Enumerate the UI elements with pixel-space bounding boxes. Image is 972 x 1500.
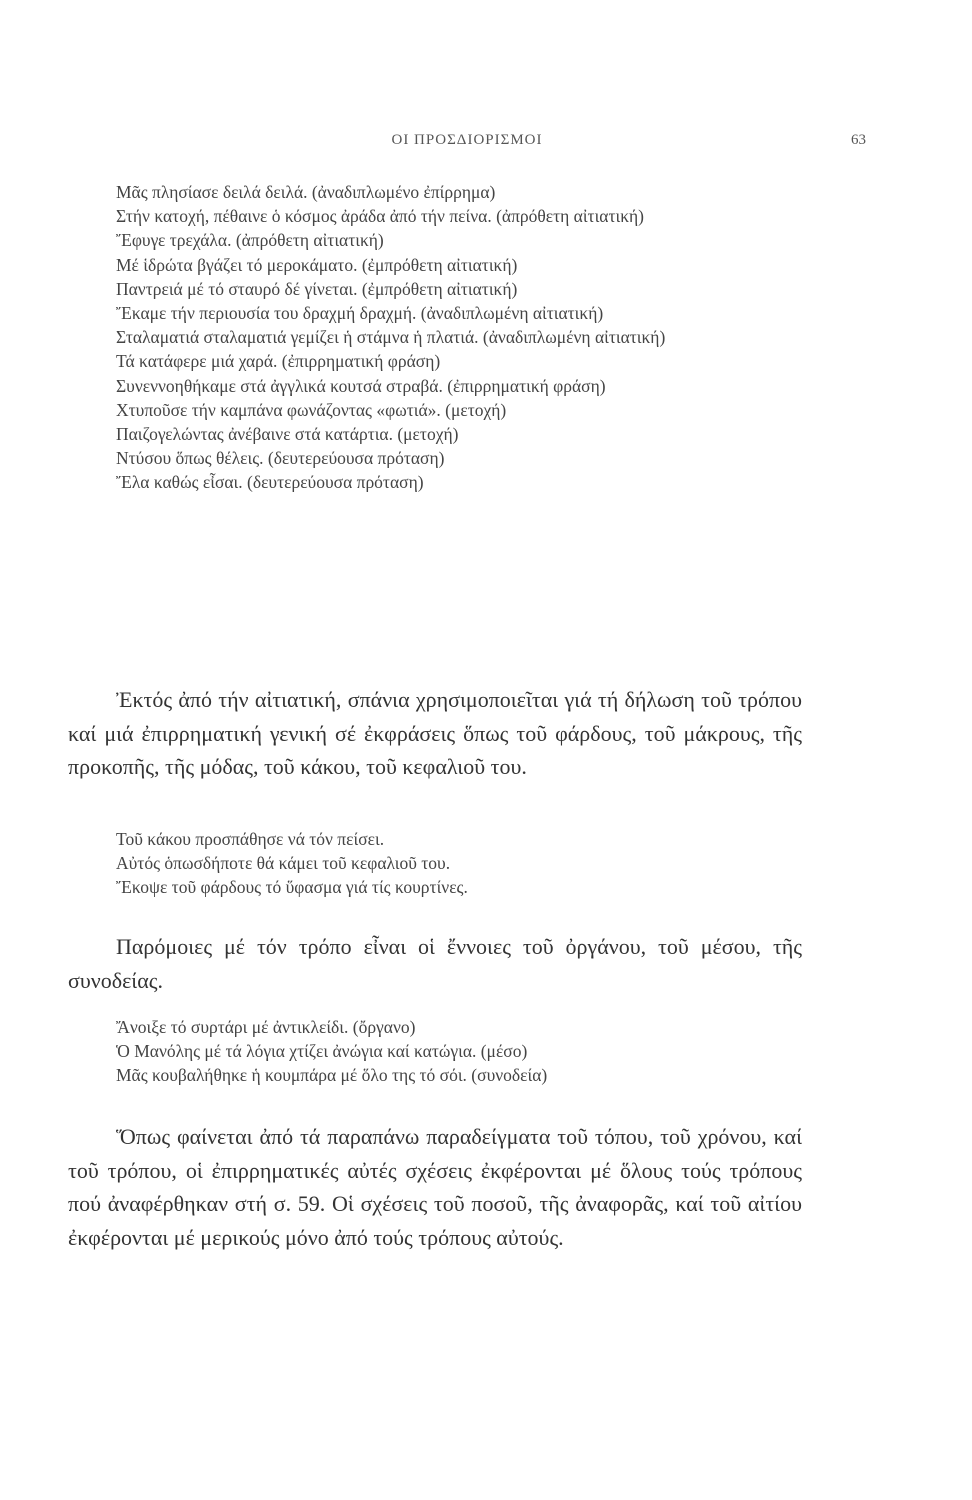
example-line: Αὐτός ὁπωσδήποτε θά κάμει τοῦ κεφαλιοῦ του.	[116, 853, 451, 874]
example-line: Παιζογελώντας ἀνέβαινε στά κατάρτια. (μετοχή)	[116, 424, 459, 445]
example-line: Χτυποῦσε τήν καμπάνα φωνάζοντας «φωτιά». (μετοχή)	[116, 399, 507, 420]
example-line: Τά κατάφερε μιά χαρά. (ἐπιρρηματική φράση)	[116, 351, 441, 372]
example-line: Μᾶς κουβαλήθηκε ἡ κουμπάρα μέ ὅλο της τό σόι. (συνοδεία)	[116, 1065, 548, 1086]
body-paragraph: Ἐκτός ἀπό τήν αἰτιατική, σπάνια χρησιμοποιεῖται γιά τή δήλωση τοῦ τρόπου καί μιά ἐπιρρηματική γενική σέ ἐκφράσεις ὅπως τοῦ φάρδους, τοῦ μάκρους, τῆς προκοπῆς, τῆς μόδας, τοῦ κάκου, τοῦ κεφαλιοῦ του.	[68, 687, 802, 779]
example-line: Ἔλα καθώς εἶσαι. (δευτερεύουσα πρόταση)	[116, 472, 424, 493]
example-line: Ἔφυγε τρεχάλα. (ἀπρόθετη αἰτιατική)	[116, 230, 384, 251]
running-header	[68, 132, 866, 154]
examples-block-1	[68, 180, 818, 495]
example-line: Μέ ἱδρώτα βγάζει τό μεροκάματο. (ἐμπρόθετη αἰτιατική)	[116, 254, 518, 275]
body-paragraph: Παρόμοιες μέ τόν τρόπο εἶναι οἱ ἔννοιες τοῦ ὀργάνου, τοῦ μέσου, τῆς συνοδείας.	[68, 934, 802, 993]
example-line: Ἄνοιξε τό συρτάρι μέ ἀντικλείδι. (ὄργανο)	[116, 1017, 416, 1037]
example-line: Ντύσου ὅπως θέλεις. (δευτερεύουσα πρόταση)	[116, 448, 445, 469]
example-line: Ἔκοψε τοῦ φάρδους τό ὕφασμα γιά τίς κουρτίνες.	[116, 877, 468, 898]
examples-block-3	[68, 1015, 818, 1088]
example-line: Σταλαματιά σταλαματιά γεμίζει ἡ στάμνα ἡ πλατιά. (ἀναδιπλωμένη αἰτιατική)	[116, 327, 666, 348]
example-line: Στήν κατοχή, πέθαινε ὁ κόσμος ἀράδα ἀπό τήν πείνα. (ἀπρόθετη αἰτιατική)	[116, 206, 644, 227]
body-paragraph: Ὅπως φαίνεται ἀπό τά παραπάνω παραδείγματα τοῦ τόπου, τοῦ χρόνου, καί τοῦ τρόπου, οἱ ἐπιρρηματικές αὐτές σχέσεις ἐκφέρονται μέ ὅλους τούς τρόπους πού ἀναφέρθηκαν στή σ. 59. Οἱ σχέσεις τοῦ ποσοῦ, τῆς ἀναφορᾶς, καί τοῦ αἰτίου ἐκφέρονται μέ μερικούς μόνο ἀπό τούς τρόπους αὐτούς.	[68, 1124, 802, 1250]
chapter-title: ΟΙ ΠΡΟΣΔΙΟΡΙΣΜΟΙ	[391, 132, 543, 148]
example-line: Συνεννοηθήκαμε στά ἀγγλικά κουτσά στραβά. (ἐπιρρηματική φράση)	[116, 375, 606, 396]
example-line: Τοῦ κάκου προσπάθησε νά τόν πείσει.	[116, 829, 385, 849]
page-number: 63	[851, 132, 866, 148]
examples-block-2	[68, 827, 818, 900]
example-line: Ὁ Μανόλης μέ τά λόγια χτίζει ἀνώγια καί κατώγια. (μέσο)	[116, 1041, 528, 1062]
example-line: Ἔκαμε τήν περιουσία του δραχμή δραχμή. (ἀναδιπλωμένη αἰτιατική)	[116, 303, 604, 324]
example-line: Μᾶς πλησίασε δειλά δειλά. (ἀναδιπλωμένο ἐπίρρημα)	[116, 182, 496, 202]
example-line: Παντρειά μέ τό σταυρό δέ γίνεται. (ἐμπρόθετη αἰτιατική)	[116, 278, 518, 299]
